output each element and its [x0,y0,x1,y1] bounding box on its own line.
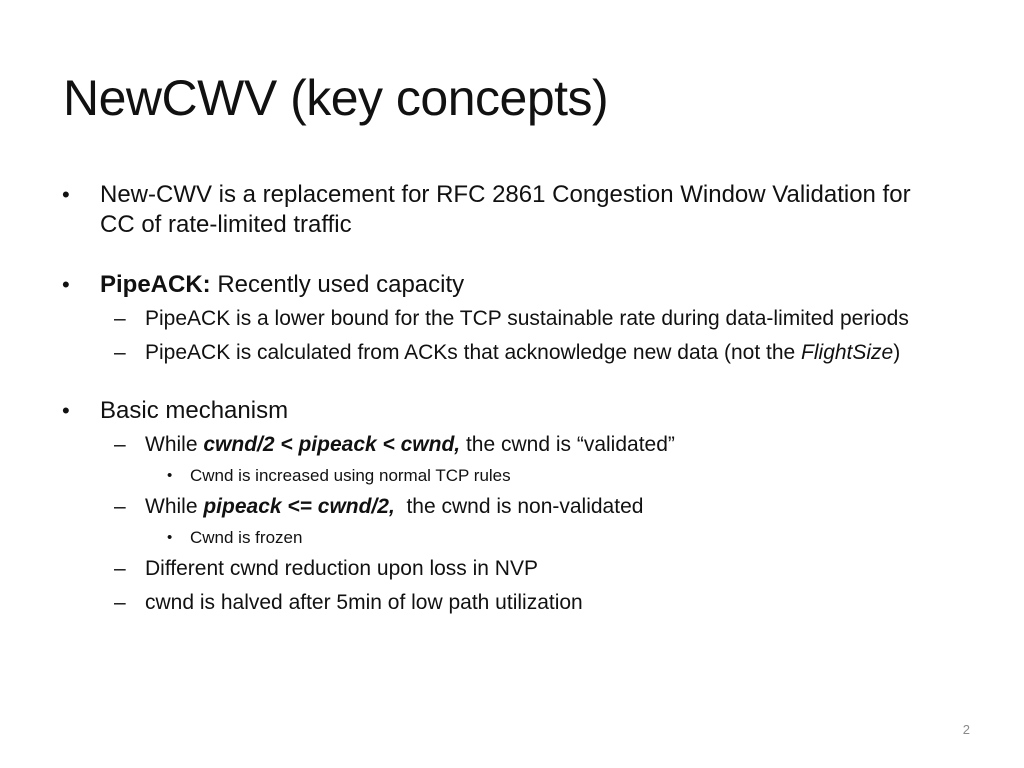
bullet-text: New-CWV is a replacement for RFC 2861 Congestion Window Validation for CC of rate-limited traffic [100,181,911,238]
sub-sub-bullet-text: Cwnd is increased using normal TCP rules [190,466,511,485]
formula-term: cwnd/2 < pipeack < cwnd, [203,433,461,456]
dash-icon: – [114,307,126,330]
sub-sub-bullet-frozen [62,526,942,550]
dash-icon: – [114,341,126,364]
sub-bullet-text: Different cwnd reduction upon loss in NVP [145,557,538,580]
sub-bullet-cwnd-reduction [62,556,942,582]
bullet-dot-icon: • [167,467,173,484]
sub-bullet-text: cwnd is halved after 5min of low path utilization [145,591,583,614]
sub-sub-bullet-text: Cwnd is frozen [190,528,303,547]
dash-icon: – [114,557,126,580]
sub-bullet-suffix: the cwnd is “validated” [460,433,675,456]
sub-sub-bullet-increased [62,464,942,488]
sub-bullet-suffix: the cwnd is non-validated [394,495,644,518]
sub-bullet-validated [62,432,942,458]
sub-bullet-prefix: While [145,433,204,456]
sub-bullet-text-end: ) [893,341,901,364]
bullet-bold-term: PipeACK: [100,271,211,298]
formula-term: pipeack <= cwnd/2, [203,495,395,518]
bullet-dot-icon: • [62,182,70,207]
bullet-basic-mechanism [62,396,942,426]
slide-body [62,180,942,616]
dash-icon: – [114,591,126,614]
page-number: 2 [962,722,970,737]
sub-bullet-non-validated [62,494,942,520]
sub-bullet-text: PipeACK is a lower bound for the TCP sustainable rate during data-limited periods [145,307,909,330]
bullet-dot-icon: • [62,398,70,423]
dash-icon: – [114,433,126,456]
sub-bullet-text: PipeACK is calculated from ACKs that acknowledge new data (not the [145,341,802,364]
bullet-pipeack [62,270,942,300]
italic-term: FlightSize [801,341,894,364]
sub-bullet-pipeack-calculated [62,340,942,366]
bullet-text: Recently used capacity [210,271,465,298]
bullet-dot-icon: • [62,272,70,297]
dash-icon: – [114,495,126,518]
bullet-dot-icon: • [167,529,173,546]
sub-bullet-prefix: While [145,495,204,518]
sub-bullet-pipeack-lower-bound [62,306,942,332]
bullet-new-cwv [62,180,942,240]
slide-title: NewCWV (key concepts) [63,70,609,126]
sub-bullet-cwnd-halved [62,590,942,616]
bullet-text: Basic mechanism [100,397,289,424]
